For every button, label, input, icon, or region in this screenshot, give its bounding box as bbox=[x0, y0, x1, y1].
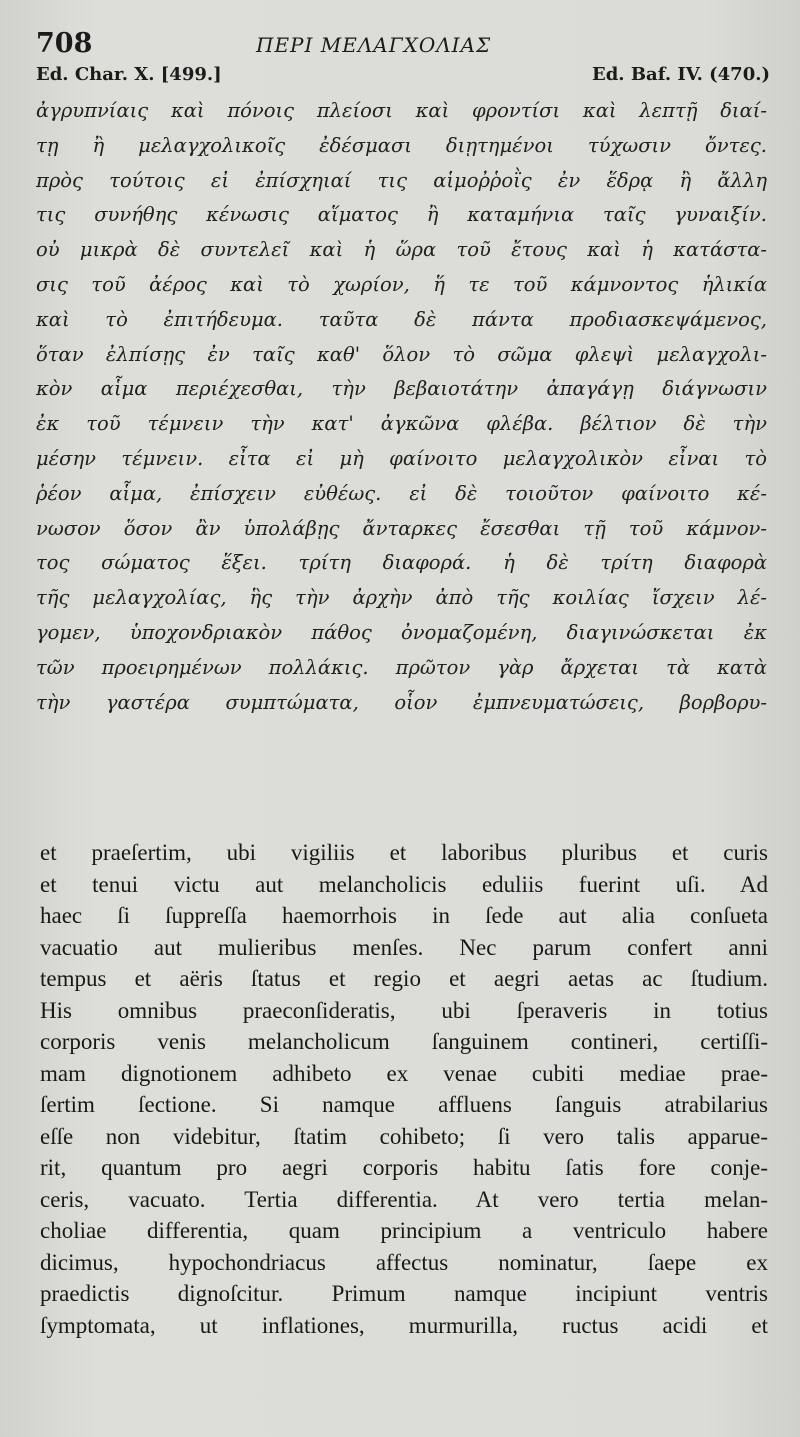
greek-line: ἀγρυπνίαις καὶ πόνοις πλείοσι καὶ φροντίσι καὶ λεπτῇ διαί- bbox=[36, 99, 767, 122]
latin-line: corporis venis melancholicum ſanguinem contineri, certiſſi- bbox=[40, 1029, 768, 1054]
greek-line: κὸν αἷμα περιέχεσθαι, τὴν βεβαιοτάτην ἀπαγάγῃ διάγνωσιν bbox=[36, 377, 767, 401]
latin-line: choliae differentia, quam principium a ventriculo habere bbox=[40, 1218, 768, 1243]
latin-line: ſymptomata, ut inflationes, murmurilla, ructus acidi et bbox=[40, 1312, 768, 1338]
greek-line: σις τοῦ ἀέρος καὶ τὸ χωρίον, ἥ τε τοῦ κάμνοντος ἡλικία bbox=[36, 272, 767, 296]
latin-line: ceris, vacuato. Tertia differentia. At vero tertia melan- bbox=[40, 1186, 768, 1212]
latin-line: ſertim ſectione. Si namque affluens ſanguis atrabilarius bbox=[40, 1092, 768, 1117]
latin-text-block bbox=[40, 837, 768, 1341]
greek-line: τῃ ἢ μελαγχολικοῖς ἐδέσμασι διῃτημένοι τύχωσιν ὄντες. bbox=[36, 133, 767, 157]
greek-line: ῥέον αἷμα, ἐπίσχειν εὐθέως. εἰ δὲ τοιοῦτον φαίνοιτο κέ- bbox=[36, 481, 767, 505]
greek-line: ὅταν ἐλπίσῃς ἐν ταῖς καθ' ὅλον τὸ σῶμα φλεψὶ μελαγχολι- bbox=[36, 342, 767, 366]
edition-reference-left: Ed. Char. X. [499.] bbox=[36, 64, 222, 85]
greek-line: πρὸς τούτοις εἰ ἐπίσχηιαί τις αἱμοῤῥοῒς ἐν ἕδρᾳ ἢ ἄλλη bbox=[36, 168, 767, 192]
latin-line: tempus et aëris ſtatus et regio et aegri aetas ac ſtudium. bbox=[40, 966, 768, 991]
greek-line: τὴν γαστέρα συμπτώματα, οἷον ἐμπνευματώσεις, βορβορυ- bbox=[36, 690, 767, 714]
latin-line: vacuatio aut mulieribus menſes. Nec parum confert anni bbox=[40, 934, 768, 960]
greek-text-block bbox=[36, 94, 770, 720]
latin-line: His omnibus praeconſideratis, ubi ſperaveris in totius bbox=[40, 997, 768, 1023]
latin-line: haec ſi ſuppreſſa haemorrhois in ſede aut alia conſueta bbox=[40, 903, 768, 928]
greek-line: καὶ τὸ ἐπιτήδευμα. ταῦτα δὲ πάντα προδιασκεψάμενος, bbox=[36, 307, 767, 331]
greek-line: γομεν, ὑποχονδριακὸν πάθος ὀνομαζομένη, διαγινώσκεται ἐκ bbox=[36, 620, 767, 644]
greek-line: ἐκ τοῦ τέμνειν τὴν κατ' ἀγκῶνα φλέβα. βέλτιον δὲ τὴν bbox=[36, 412, 767, 436]
greek-line: οὐ μικρὰ δὲ συντελεῖ καὶ ἡ ὥρα τοῦ ἔτους καὶ ἡ κατάστα- bbox=[36, 238, 767, 262]
greek-line: μέσην τέμνειν. εἶτα εἰ μὴ φαίνοιτο μελαγχολικὸν εἶναι τὸ bbox=[36, 446, 767, 470]
greek-line: τις συνήθης κένωσις αἵματος ἢ καταμήνια ταῖς γυναιξίν. bbox=[36, 203, 767, 227]
greek-line: τῶν προειρημένων πολλάκις. πρῶτον γὰρ ἄρχεται τὰ κατὰ bbox=[36, 655, 767, 679]
latin-line: et praeſertim, ubi vigiliis et laboribus pluribus et curis bbox=[40, 840, 768, 865]
latin-line: eſſe non videbitur, ſtatim cohibeto; ſi vero talis apparue- bbox=[40, 1123, 768, 1149]
edition-reference-line bbox=[36, 64, 770, 94]
edition-reference-right: Ed. Baf. IV. (470.) bbox=[592, 64, 770, 85]
greek-line: νωσον ὅσον ἂν ὑπολάβῃς ἄνταρκες ἔσεσθαι τῇ τοῦ κάμνον- bbox=[36, 516, 767, 540]
greek-line: τος σώματος ἕξει. τρίτη διαφορά. ἡ δὲ τρίτη διαφορὰ bbox=[36, 551, 767, 575]
page-number: 708 bbox=[36, 28, 93, 59]
page-header bbox=[36, 28, 770, 64]
latin-line: praedictis dignoſcitur. Primum namque incipiunt ventris bbox=[40, 1281, 768, 1306]
latin-line: dicimus, hypochondriacus affectus nominatur, ſaepe ex bbox=[40, 1249, 768, 1275]
greek-line: τῆς μελαγχολίας, ἣς τὴν ἀρχὴν ἀπὸ τῆς κοιλίας ἴσχειν λέ- bbox=[36, 586, 767, 610]
latin-line: mam dignotionem adhibeto ex venae cubiti mediae prae- bbox=[40, 1060, 768, 1086]
running-title: ΠΕΡΙ ΜΕΛΑΓΧΟΛΙΑΣ bbox=[256, 33, 492, 57]
latin-line: et tenui victu aut melancholicis eduliis fuerint uſi. Ad bbox=[40, 871, 768, 897]
latin-line: rit, quantum pro aegri corporis habitu ſatis fore conje- bbox=[40, 1155, 768, 1180]
